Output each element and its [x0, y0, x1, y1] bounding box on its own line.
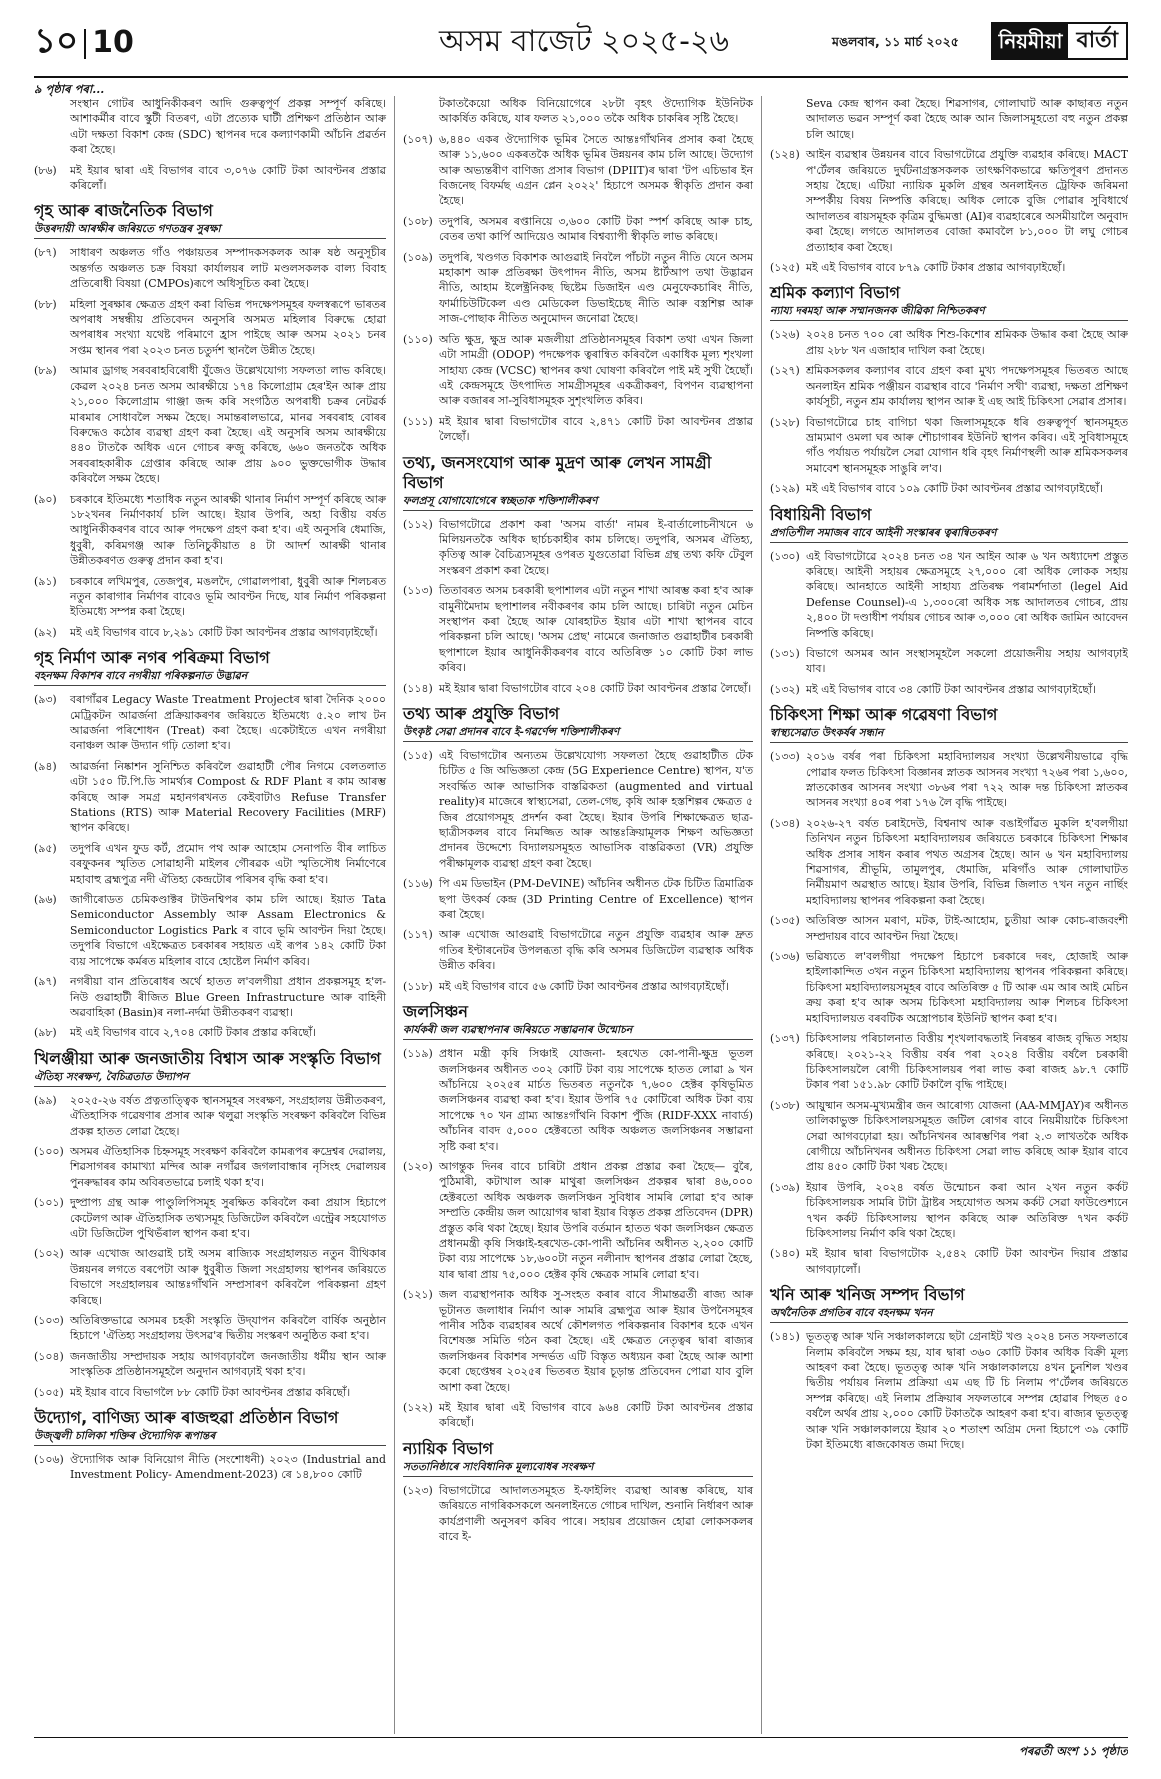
list-item: (১২৪) আইন ব্যৱস্থাৰ উন্নয়নৰ বাবে বিভাগটোৱে প্ৰযুক্তি ব্যৱহাৰ কৰিছে। MACT প'ৰ্টেলৰ জৰিয়তে দুৰ্ঘটনাগ্ৰস্তসকলক তাৎক্ষণিকভাৱে ক্ষতিপূৰণ প্ৰদানত সহায় হৈছে। এটিয়া ন্যায়িক মুকলি গ্ৰন্থৰ অনলাইনত ট্ৰেফিক জৰিমনা সম্পৰ্কীয় বিষয় নিষ্পত্তি কৰিছে। অধিক লোকে বুজি পোৱাৰ সুবিধাৰ্থে আদালতৰ ৰায়সমূহক কৃত্ৰিম বুদ্ধিমত্তা (AI)ৰ ব্যৱহাৰেৰে অসমীয়ালৈ অনুবাদ কৰা হৈছে। লগতে আদালতৰ বোজা কমাবলৈ ৮১,০০০ টা লঘু গোচৰ প্ৰত্যাহাৰ কৰা হৈছে।: [770, 148, 1128, 254]
list-item: (১০৭) ৬,৪৪০ একৰ ঔদ্যোগিক ভূমিৰ সৈতে আন্তঃগাঁথনিৰ প্ৰসাৰ কৰা হৈছে আৰু ১১,৬০০ একৰতকৈ অধিক ভূমিৰ উন্নয়নৰ কাম চলি আছে। উদ্যোগ আৰু অভ্যন্তৰীণ বাণিজ্য প্ৰসাৰ বিভাগ (DPIIT)ৰ দ্বাৰা 'টপ এচিভাৰ ইন বিজনেছ বিফৰ্মছ এগ্ৰন প্লেন ২০২২' হিচাপে অসমক স্বীকৃতি প্ৰদান কৰা হৈছে।: [403, 132, 753, 208]
list-item: (৮৯) আমাৰ ড্ৰাগছ সৰবৰাহবিৰোধী যুঁজেও উল্লেখযোগ্য সফলতা লাভ কৰিছে। কেৱল ২০২৪ চনত অসম আৰক্ষীয়ে ১৭৪ কিলোগ্ৰাম হেৰ'ইন আৰু প্ৰায় ২১,০০০ কিলোগ্ৰাম গাঞ্জা জব্দ কৰি সংগঠিত অপৰাধী চক্ৰৰ নেটৱৰ্ক মাৰমাৰ সোধাবলৈ সক্ষম হৈছে। সমান্তৰালভাৱে, মানৱ সৰবৰাহ বোৰৰ বিৰুদ্ধেও কঠোৰ ব্যৱস্থা গ্ৰহণ কৰা হৈছে। এই অনুসৰি অসম আৰক্ষীয়ে ৪৪০ টাতকৈ অধিক এনে গোচৰ ৰুজু কৰিছে, ৬৬০ জনতকৈ অধিক সৰবৰাহকাৰীক গ্ৰেপ্তাৰ কৰিছে আৰু প্ৰায় ৯০০ ভুক্তভোগীক উদ্ধাৰ কৰিবলৈ সক্ষম হৈছে।: [34, 364, 386, 486]
list-item: (১০৩) অতিৰিক্তভাৱে অসমৰ চহকী সংস্কৃতি উদ্‌যাপন কৰিবলৈ বাৰ্ষিক অনুষ্ঠান হিচাপে 'ঐতিহ্য সংগ্ৰহালয় উৎসৱ'ৰ দ্বিতীয় সংস্কৰণ অনুষ্ঠিত কৰা হ'ব।: [34, 1314, 386, 1343]
list-item: (১৩৮) আয়ুষ্মান অসম-মুখ্যমন্ত্ৰীৰ জন আৰোগ্য যোজনা (AA-MMJAY)ৰ অধীনত তালিকাভুক্ত চিকিৎসালয়সমূহত জটিল ৰোগৰ বাবে নিয়মীয়াকৈ চিকিৎসা সেৱা আগবঢ়োৱা হয়। আঁচনিখনৰ আৰম্ভণিৰ পৰা ২.৩ লাখতকৈ অধিক ৰোগীয়ে আঁচনিখনৰ অধীনত চিকিৎসা সেৱা লাভ কৰিছে আৰু ইয়াৰ বাবে প্ৰায় ৪৫০ কোটি টকা খৰচ হৈছে।: [770, 1098, 1128, 1174]
list-item: (৯০) চৰকাৰে ইতিমধ্যে শতাধিক নতুন আৰক্ষী থানাৰ নিৰ্মাণ সম্পূৰ্ণ কৰিছে আৰু ১৮২খনৰ নিৰ্মাণকাৰ্য চলি আছে। ইয়াৰ উপৰি, অহা বিত্তীয় বৰ্ষত আধুনিকীকৰণৰ বাবে আৰু পদক্ষেপ গ্ৰহণ কৰা হ'ব। এই অনুসৰি ধেমাজি, ধুবুৰী, কৰিমগঞ্জ আৰু তিনিচুকীয়াত ৪ টা আদৰ্শ আৰক্ষী থানাৰ উন্নীতকৰণত গুৰুত্ব প্ৰদান কৰা হ'ব।: [34, 492, 386, 568]
list-item: (১৩৭) চিকিৎসালয় পৰিচালনাত বিত্তীয় শৃংখলাবদ্ধতাই নিৰন্তৰ ৰাজহ বৃদ্ধিত সহায় কৰিছে। ২০২১-২২ বিত্তীয় বৰ্ষৰ পৰা ২০২৪ বিত্তীয় বৰ্ষলৈ চৰকাৰী চিকিৎসালয়লৈ ৰোগী চিকিৎসালয়ৰ পৰা লাভ কৰা ৰাজহ ৯৮.৭ কোটি টকাৰ পৰা ১৫১.৯৮ কোটি টকালৈ বৃদ্ধি পাইছে।: [770, 1032, 1128, 1092]
list-item: (১৪০) মই ইয়াৰ দ্বাৰা বিভাগটোক ২,৫৪২ কোটি টকা আবণ্টন দিয়াৰ প্ৰস্তাৱ আগবঢ়ালোঁ।: [770, 1247, 1128, 1276]
paragraph: সংস্থান গোটৰ আধুনিকীকৰণ আদি গুৰুত্বপূৰ্ণ প্ৰকল্প সম্পূৰ্ণ কৰিছে। আশাকৰ্মীৰ বাবে স্কুটী বিতৰণ, এটা প্ৰত্যেক ঘাটী প্ৰশিক্ষণ প্ৰতিষ্ঠান আৰু এটা দক্ষতা বিকাশ কেন্দ্ৰ (SDC) স্থাপনৰ দৰে কল্যাণকামী আঁচনি প্ৰৱৰ্তন কৰা হৈছে।: [70, 97, 386, 157]
list-item: (১২৫) মই এই বিভাগৰ বাবে ৮৭৯ কোটি টকাৰ প্ৰস্তাৱ আগবঢ়াইছোঁ।: [770, 261, 1066, 275]
paragraph: Seva কেন্দ্ৰ স্থাপন কৰা হৈছে। শিৱসাগৰ, গোলাঘাট আৰু কাছাৰত নতুন আদালত ভৱন সম্পূৰ্ণ কৰা হৈছে আৰু আন জিলাসমূহতো বহু নতুন প্ৰকল্প চলি আছে।: [806, 97, 1128, 141]
paragraph: টকাতকৈয়ো অধিক বিনিয়োগেৰে ২৮টা বৃহৎ ঔদ্যোগিক ইউনিটক আকৰ্ষিত কৰিছে, যাৰ ফলত ২১,০০০ তকৈ অধিক চাকৰিৰ সৃষ্টি হৈছে।: [439, 97, 753, 126]
section-subheading: অৰ্থনৈতিক প্ৰগতিৰ বাবে বহনক্ষম খনন: [770, 1306, 1128, 1323]
list-item: (১১৩) তিতাবৰত অসম চৰকাৰী ছপাশালৰ এটা নতুন শাখা আৰম্ভ কৰা হ'ব আৰু বামুনীমৈদাম ছপাশালৰ নবীকৰণৰ কাম চলি আছে। চাৰিটা নতুন মেচিন সংস্থাপন কৰা হৈছে আৰু যোৰহাটত ইয়াৰ এটা শাখা স্থাপনৰ বাবে পৰিকল্পনা চলি আছে। 'অসম প্ৰেছ' নামেৰে জনাজাত গুৱাহাটীৰ চৰকাৰী ছপাশালে ইয়াৰ আধুনিকীকৰণৰ বাবে অতিৰিক্ত ১০ কোটি টকা লাভ কৰিব।: [403, 584, 753, 675]
list-item: (১২৬) ২০২৪ চনত ৭০০ ৰো অধিক শিশু-কিশোৰ শ্ৰমিকক উদ্ধাৰ কৰা হৈছে আৰু প্ৰায় ২৮৮ খন এজাহাৰ দাখিল কৰা হৈছে।: [770, 328, 1128, 357]
list-item: (১১৭) আৰু এখোজ আগুৱাই বিভাগটোৱে নতুন প্ৰযুক্তি ব্যৱহাৰ আৰু দ্ৰুত গতিৰ ইণ্টাৰনেটৰ উপলব্ধতা বৃদ্ধি কৰি অসমৰ ডিজিটেল ব্যৱস্থাক অধিক উন্নীত কৰিব।: [403, 928, 753, 973]
list-item: (১৩৩) ২০১৬ বৰ্ষৰ পৰা চিকিৎসা মহাবিদ্যালয়ৰ সংখ্যা উল্লেখনীয়ভাৱে বৃদ্ধি পোৱাৰ ফলত চিকিৎসা বিজ্ঞানৰ স্নাতক আসনৰ সংখ্যা ৭২৬ৰ পৰা ১,৬০০, স্নাতকোত্তৰ আসনৰ সংখ্যা ৩৮৬ৰ পৰা ৭২২ আৰু দন্ত চিকিৎসা স্নাতকৰ আসনৰ সংখ্যা ৪০ৰ পৰা ১৭৬ লৈ বৃদ্ধি পাইছে।: [770, 750, 1128, 810]
section-heading: গৃহ আৰু ৰাজনৈতিক বিভাগ: [34, 201, 213, 221]
continued-from-label: ৯ পৃষ্ঠাৰ পৰা...: [34, 82, 105, 96]
section-subheading: উৎকৃষ্ট সেৱা প্ৰদানৰ বাবে ই-গৱৰ্ণেন্স শক্তিশালীকৰণ: [403, 725, 753, 742]
section-subheading: ঐতিহ্য সংৰক্ষণ, বৈচিত্ৰতাত উদ্যাপন: [34, 1070, 386, 1087]
masthead: [34, 18, 1128, 78]
list-item: (৮৮) মহিলা সুৰক্ষাৰ ক্ষেত্ৰত গ্ৰহণ কৰা বিভিন্ন পদক্ষেপসমূহৰ ফলস্বৰূপে ভাৰতৰ অপৰাধ সম্বন্ধীয় প্ৰতিবেদন অনুসৰি অসমত মহিলাৰ বিৰুদ্ধে হোৱা অপৰাধৰ সংখ্যা যথেষ্ট পৰিমাণে হ্ৰাস পাইছে আৰু অসম ২০২১ চনৰ সপ্তম স্থানৰ পৰা ২০২৩ চনত চতুৰ্দশ স্থানলৈ উন্নীত হৈছে।: [34, 297, 386, 357]
list-item: (১০৯) তদুপৰি, খণ্ডগত বিকাশক আগুৱাই নিবলৈ পাঁচটা নতুন নীতি যেনে অসম মহাকাশ আৰু প্ৰতিৰক্ষা উৎপাদন নীতি, অসম ষ্টাৰ্টআপ তথা উদ্ভাৱন নীতি, আহাম ইলেক্ট্ৰনিকছ ছিষ্টেম ডিজাইন এণ্ড মেনুফেকচাৰিং নীতি, ফাৰ্মাচিউটিকেল এণ্ড মেডিকেল ডিভাইচেছ নীতি আৰু বস্ত্ৰশিল্প আৰু সাজ-পোছাক নীতিত অনুমোদন জনোৱা হৈছে।: [403, 250, 753, 326]
list-item: (৮৬) মই ইয়াৰ দ্বাৰা এই বিভাগৰ বাবে ৩,০৭৬ কোটি টকা আবণ্টনৰ প্ৰস্তাৱ কৰিলোঁ।: [34, 163, 386, 193]
section-heading: উদ্যোগ, বাণিজ্য আৰু ৰাজহুৱা প্ৰতিষ্ঠান বিভাগ: [34, 1408, 339, 1428]
newspaper-logo: নিয়মীয়া বাৰ্তা: [991, 22, 1128, 60]
section-heading: খনি আৰু খনিজ সম্পদ বিভাগ: [770, 1285, 965, 1305]
list-item: (১২৯) মই এই বিভাগৰ বাবে ১০৯ কোটি টকা আবণ্টনৰ প্ৰস্তাৱ আগবঢ়াইছোঁ।: [770, 482, 1103, 496]
newspaper-page: [34, 18, 1128, 1762]
list-item: (১০৬) ঔদ্যোগিক আৰু বিনিয়োগ নীতি (সংশোধনী) ২০২৩ (Industrial and Investment Policy- Amendment-2023) ৰে ১৪,৮০০ কোটি: [34, 1453, 386, 1482]
list-item: (১১৫) এই বিভাগটোৰ অন্যতম উল্লেখযোগ্য সফলতা হৈছে গুৱাহাটীত টেক চিটিত ৫ জি অভিজ্ঞতা কেন্দ্ৰ (5G Experience Centre) স্থাপন, য'ত সংবৰ্দ্ধিত আৰু আভাসিক বাস্তৱিকতা (augmented and virtual reality)ৰ মাজেৰে স্বাস্থ্যসেৱা, তেল-গেছ, কৃষি আৰু হস্তশিল্পৰ ক্ষেত্ৰত ৫ জিৰ প্ৰয়োগসমূহ প্ৰদৰ্শন কৰা হৈছে। ইয়াৰ উপৰি শিক্ষাক্ষেত্ৰত ছাত্ৰ-ছাত্ৰীসকলৰ বাবে নিমজ্জিত আৰু আন্তঃক্ৰিয়ামূলক শিক্ষণ অভিজ্ঞতা প্ৰদানৰ উদ্দেশ্যে বিদ্যালয়সমূহত আভাসিক বাস্তৱিকতা (VR) প্ৰযুক্তি পৰীক্ষামূলক ব্যৱস্থা গ্ৰহণ কৰা হৈছে।: [403, 749, 753, 870]
list-item: (১৩১) বিভাগে অসমৰ আন সংস্থাসমূহলৈ সকলো প্ৰয়োজনীয় সহায় আগবঢ়াই যাব।: [770, 646, 1128, 676]
list-item: (১০২) আৰু এখোজ আগুৱাই চাই অসম ৰাজ্যিক সংগ্ৰহালয়ত নতুন বীথিকাৰ উন্নয়নৰ লগতে বৰপেটা আৰু ধুবুৰীত জিলা সংগ্ৰহালয় স্থাপনৰ জৰিয়তে বিভাগে সংগ্ৰহালয়ৰ আন্তঃগাঁথনি সম্প্ৰসাৰণ কৰিবলৈ পৰিকল্পনা গ্ৰহণ কৰিছে।: [34, 1247, 386, 1307]
column-2: [394, 96, 762, 1734]
list-item: (১২০) আগন্তুক দিনৰ বাবে চাৰিটা প্ৰধান প্ৰকল্প প্ৰস্তাৱ কৰা হৈছে— বুৰৈ, পুঠিমাৰী, কটাখাল আৰু মাথুৰা জলসিঞ্চন প্ৰকল্পৰ দ্বাৰা ৪৬,০০০ হেক্টৰতো অধিক অঞ্চলক জলসিঞ্চন সুবিধাৰ সামৰি লোৱা হ'ব আৰু সম্প্ৰতি কেন্দ্ৰীয় জল আয়োগৰ দ্বাৰা ইয়াৰ বিস্তৃত প্ৰকল্প প্ৰতিবেদন (DPR) প্ৰস্তুত কৰি থকা হৈছে। ইয়াৰ উপৰি বৰ্তমান হাতত থকা জলসিঞ্চন ক্ষেত্ৰত প্ৰধানমন্ত্ৰী কৃষি সিঞ্চাই-হৰখেত-কো-পানী আঁচনিৰ অধীনত ২,২০০ কোটি টকা ব্যয় সাপেক্ষে ১৮,৬০০টা নতুন নলীনাদ স্থাপনৰ প্ৰস্তাৱ লোৱা হৈছে, যাৰ দ্বাৰা প্ৰায় ৭৫,০০০ হেক্টৰ কৃষি ক্ষেত্ৰক সামৰি লোৱা হ'ব।: [403, 1159, 753, 1281]
section-heading: জলসিঞ্চন: [403, 1002, 468, 1022]
list-item: (৯৬) জাগীৰোডত চেমিকণ্ডাক্টৰ টাউনশ্বিপৰ কাম চলি আছে। ইয়াত Tata Semiconductor Assembly আৰু Assam Electronics & Semiconductor Logistics Park ৰ বাবে ভূমি আবণ্টন দিয়া হৈছে। তদুপৰি বিভাগে এইক্ষেত্ৰত চৰকাৰৰ সহায়ত এই ৰূপৰ ১৪২ কোটি টকা ব্যয় সাপেক্ষে কৰ্মৰত মহিলাৰ বাবে হোষ্টেল নিৰ্মাণ কৰিব।: [34, 893, 386, 968]
issue-date: মঙলবাৰ, ১১ মাৰ্চ ২০২৫: [832, 34, 959, 49]
section-subheading: কাৰ্যকৰী জল ব্যৱস্থাপনাৰ জৰিয়তে সম্ভাৱনাৰ উন্মোচন: [403, 1023, 753, 1040]
list-item: (৯২) মই এই বিভাগৰ বাবে ৮,২৯১ কোটি টকা আবণ্টনৰ প্ৰস্তাৱ আগবঢ়াইছোঁ।: [34, 625, 378, 639]
list-item: (১১৪) মই ইয়াৰ দ্বাৰা বিভাগটোৰ বাবে ২০৪ কোটি টকা আবণ্টনৰ প্ৰস্তাৱ লৈছোঁ।: [403, 681, 752, 695]
section-subheading: ন্যায্য দৰমহা আৰু সম্মানজনক জীৱিকা নিশ্চিতকৰণ: [770, 304, 1128, 321]
list-item: (১৪১) ভূতত্ত্ব আৰু খনি সঞ্চালকালয়ে ছটা গ্ৰেনাইট খণ্ড ২০২৪ চনত সফলতাৰে নিলাম কৰিবলৈ সক্ষম হয়, যাৰ দ্বাৰা ৩৬০ কোটি টকাৰ অধিক বিক্ৰী মূল্য আহৰণ কৰা হৈছে। ভূতত্ত্ব আৰু খনি সঞ্চালকালয়ে ৪খন চুনশিল খণ্ডৰ দ্বিতীয় পৰ্যায়ৰ নিলাম প্ৰক্ৰিয়া এম এছ টি চি নিলাম প'ৰ্টেলৰ জৰিয়তে সম্পন্ন কৰিছে। এই নিলাম প্ৰক্ৰিয়াৰ সফলতাৰে সম্পন্ন হোৱাৰ পিছত ৫০ বৰ্ষলৈ অৰ্থৰ প্ৰায় ২,০০০ কোটি টকাতকৈ আহৰণ কৰা হ'ব। ৰাজ্যৰ ভূতত্ত্ব আৰু খনি সঞ্চালকালয়ে ইয়াৰ ২০ শতাংশ অগ্ৰিম দেনা হিচাপে ৩৯ কোটি টকা ইতিমধ্যে ৰাজকোষত জমা দিছে।: [770, 1330, 1128, 1452]
list-item: (৮৭) সাধাৰণ অঞ্চলত গাঁও পঞ্চায়তৰ সম্পাদকসকলক আৰু ষষ্ঠ অনুসূচীৰ অন্তৰ্গত অঞ্চলত চক্ৰ বিষয়া কাৰ্যালয়ৰ লাট মণ্ডলসকলক বাল্য বিবাহ প্ৰতিৰোধী বিষয়া (CMPOs)ৰূপে অধিসূচিত কৰা হৈছে।: [34, 246, 386, 291]
section-subheading: উত্তৰদায়ী আৰক্ষীৰ জৰিয়তে গণতন্ত্ৰৰ সুৰক্ষা: [34, 222, 386, 239]
list-item: (১২৭) শ্ৰমিকসকলৰ কল্যাণৰ বাবে গ্ৰহণ কৰা মুখ্য পদক্ষেপসমূহৰ ভিতৰত আছে অনলাইন শ্ৰমিক পঞ্জীয়ন ব্যৱস্থাৰ বাবে 'নিৰ্মাণ সখী' ব্যৱস্থা, দক্ষতা প্ৰশিক্ষণ কাৰ্যসূচী, নতুন শ্ৰম কাৰ্যালয় স্থাপন আৰু ই এছ আই চিকিৎসা সেৱাৰ প্ৰসাৰ।: [770, 364, 1128, 409]
section-heading: শ্ৰমিক কল্যাণ বিভাগ: [770, 283, 901, 303]
list-item: (১৩০) এই বিভাগটোৱে ২০২৪ চনত ৩৪ খন আইন আৰু ৬ খন অধ্যাদেশ প্ৰস্তুত কৰিছে। আইনী সহায়ৰ ক্ষেত্ৰসমূহে ২৭,০০০ ৰো অধিক লোকক সহায় কৰিছে। আনহাতে আইনী সাহায্য প্ৰতিৰক্ষ পৰামৰ্শদাতা (legel Aid Defense Counsel)-এ ১,৩০০ৰো অধিক সঙ্ক আদালতৰ গোচৰ, প্ৰায় ২,৪০০ টা দণ্ডাধীশ পৰ্যায়ৰ গোচৰ আৰু ৩,০০০ ৰো অধিক জামিন আবেদন নিষ্পত্তি কৰিছে।: [770, 549, 1128, 640]
list-item: (১১৮) মই এই বিভাগৰ বাবে ৫৬ কোটি টকা আবণ্টনৰ প্ৰস্তাৱ আগবঢ়াইছোঁ।: [403, 979, 729, 993]
list-item: (১২২) মই ইয়াৰ দ্বাৰা এই বিভাগৰ বাবে ৯৬৪ কোটি টকা আবণ্টনৰ প্ৰস্তাৱ কৰিছোঁ।: [403, 1401, 753, 1430]
list-item: (৯৩) বৰাগাঁৱৰ Legacy Waste Treatment Projectৰ দ্বাৰা দৈনিক ২০০০ মেট্ৰিকটন আৱৰ্জনা প্ৰক্ৰিয়াকৰণৰ জৰিয়তে ইতিমধ্যে ৫.২০ লাখ টন আৱৰ্জনা পৰিশোধন (Treat) কৰা হৈছে। একেটাইতে এখন নগৰীয়া বনাঞ্চল আৰু উদ্যান গঢ়ি তোলা হ'ব।: [34, 693, 386, 753]
page-number-divider: [84, 29, 86, 59]
section-subheading: প্ৰগতিশীল সমাজৰ বাবে আইনী সংস্কাৰৰ ত্বৰান্বিতকৰণ: [770, 526, 1128, 543]
list-item: (১০৫) মই ইয়াৰ বাবে বিভাগলৈ ৮৮ কোটি টকা আবণ্টনৰ প্ৰস্তাৱ কৰিছোঁ।: [34, 1385, 351, 1399]
list-item: (১৩৪) ২০২৬-২৭ বৰ্ষত চৰাইদেউ, বিশ্বনাথ আৰু বঙাইগাঁৱত মুকলি হ'বলগীয়া তিনিখন নতুন চিকিৎসা মহাবিদ্যালয়ৰ জৰিয়তে চৰকাৰে চিকিৎসা শিক্ষাৰ অধিক প্ৰসাৰ সাধন কৰাৰ পথত অগ্ৰসৰ হৈছে। আন ৬ খন মহাবিদ্যালয় শিৱসাগৰ, শ্ৰীভূমি, তামুলপুৰ, ধেমাজি, মৰিগাঁও আৰু গোলাঘাটত নিৰ্মীয়মাণ অৱস্থাত আছে। ইয়াৰ উপৰি, বিভিন্ন জিলাত ৭খন নতুন নাৰ্ছিং মহাবিদ্যালয় স্থাপনৰ পৰিকল্পনা কৰা হৈছে।: [770, 816, 1128, 907]
page-title: অসম বাজেট ২০২৫-২৬: [439, 24, 729, 59]
list-item: (১৩৬) ভৱিষ্যতে ল'বলগীয়া পদক্ষেপ হিচাপে চৰকাৰে দৰং, হোজাই আৰু হাইলাকান্দিত ৩খন নতুন চিকিৎসা মহাবিদ্যালয় স্থাপনৰ পৰিকল্পনা কৰিছে। চিকিৎসা মহাবিদ্যালয়সমূহৰ বাবে অতিৰিক্ত ৫ টি আৰু এম আৰ আই মেচিন ক্ৰয় কৰা হ'ব আৰু অসম চিকিৎসা মহাবিদ্যালয় আৰু শিলচৰ চিকিৎসা মহাবিদ্যালয়ত বৰবটিক অস্ত্ৰোপচাৰ ইউনিট স্থাপন কৰা হ'ব।: [770, 950, 1128, 1025]
section-heading: তথ্য, জনসংযোগ আৰু মুদ্ৰণ আৰু লেখন সামগ্ৰী বিভাগ: [403, 452, 712, 492]
list-item: (১৩৫) অতিৰিক্ত আসন মৰাণ, মটক, টাই-আহোম, চুতীয়া আৰু কোচ-ৰাজবংশী সম্প্ৰদায়ৰ বাবে আবণ্টন দিয়া হৈছে।: [770, 914, 1128, 943]
article-columns: [34, 96, 1128, 1734]
section-heading: চিকিৎসা শিক্ষা আৰু গৱেষণা বিভাগ: [770, 705, 998, 725]
list-item: (৯৫) তদুপৰি এখন ফুড কৰ্ট, প্ৰমোদ পথ আৰু আহোম সেনাপতি বীৰ লাচিত বৰফুকনৰ স্মৃতিত সোৱাহানী মাইলৰ গৌৰৱক এটা স্মৃতিসৌধ নিৰ্মাণেৰে মহাবাহু ব্ৰহ্মপুত্ৰ নদী ঐতিহ্য কেন্দ্ৰটোৰ পৰিসৰ বৃদ্ধি কৰা হ'ব।: [34, 841, 386, 886]
continued-on-label: পৰৱৰ্তী অংশ ১১ পৃষ্ঠাত: [1019, 1744, 1128, 1758]
section-heading: খিলঞ্জীয়া আৰু জনজাতীয় বিশ্বাস আৰু সংস্কৃতি বিভাগ: [34, 1048, 381, 1068]
list-item: (১০০) অসমৰ ঐতিহাসিক চিহ্নসমূহ সংৰক্ষণ কৰিবলৈ কামৰূপৰ ৰুদ্ৰেশ্বৰ দেৱালয়, শিৱসাগৰৰ কামাখ্যা মন্দিৰ আৰু নগাঁৱৰ জগলাবান্ধাৰ নৃসিংহ দেৱালয়ৰ পুনৰুদ্ধাৰৰ কাম অবিৰতভাৱে চলাই থকা হ'ব।: [34, 1144, 386, 1189]
list-item: (১০১) দুষ্প্ৰাপ্য গ্ৰন্থ আৰু পাণ্ডুলিপিসমূহ সুৰক্ষিত কৰিবলৈ কৰা প্ৰয়াস হিচাপে কেটেলগ আৰু ঐতিহাসিক তথ্যসমূহ ডিজিটেল কৰিবলৈ এন্ট্ৰেৰ সহযোগত এটা ডিজিটেল পুথিভঁৰাল স্থাপন কৰা হ'ব।: [34, 1196, 386, 1240]
list-item: (৯৯) ২০২৫-২৬ বৰ্ষত প্ৰত্নতাত্ত্বিক স্থানসমূহৰ সংৰক্ষণ, সংগ্ৰহালয় উন্নীতকৰণ, ঐতিহাসিক গৱেষণাৰ প্ৰসাৰ আৰু থলুৱা সংস্কৃতি সংৰক্ষণ কৰিবলৈ বিভিন্ন প্ৰকল্প হাতত লোৱা হৈছে।: [34, 1093, 386, 1138]
list-item: (১৩৯) ইয়াৰ উপৰি, ২০২৪ বৰ্ষত উন্মোচন কৰা আন ২খন নতুন কৰ্কট চিকিৎসালয়ক সামৰি টাটা ট্ৰাষ্টৰ সহযোগত অসম কৰ্কট সেৱা ফাউণ্ডেশ্যনে ৭খন কৰ্কট চিকিৎসালয় স্থাপন কৰিছে আৰু অতিৰিক্ত ৭খন কৰ্কট চিকিৎসালয় নিৰ্মাণ কৰি থকা হৈছে।: [770, 1180, 1128, 1240]
section-subheading: ফলপ্ৰসূ যোগাযোগেৰে স্বচ্ছতাক শক্তিশালীকৰণ: [403, 494, 753, 511]
list-item: (৯৭) নগৰীয়া বান প্ৰতিৰোধৰ অৰ্থে হাতত ল'বলগীয়া প্ৰধান প্ৰকল্পসমূহ হ'ল- নিউ গুৱাহাটী ৰীজিত Blue Green Infrastructure আৰু বাহিনী অৱবাহিকা (Basin)ৰ নলা-নৰ্দমা উন্নীতকৰণ ব্যৱস্থা।: [34, 975, 386, 1019]
column-3: [762, 96, 1128, 1734]
list-item: (১১২) বিভাগটোৱে প্ৰকাশ কৰা 'অসম বাৰ্তা' নামৰ ই-বাৰ্তালোচনীখনে ৬ মিলিয়নতকৈ অধিক ছাৰ্চচকাহীৰ কাম চলিছে। তদুপৰি, অসমৰ ঐতিহ্য, কৃতিত্ব আৰু বৈচিত্ৰ্যসমূহৰ ওপৰত যুগুতোৱা বিভিন্ন গ্ৰন্থ তথ্য কফি টেবুল সংস্কৰণ প্ৰকাশ কৰা হৈছে।: [403, 517, 753, 577]
list-item: (১০৪) জনজাতীয় সম্প্ৰদায়ক সহায় আগবঢ়াবলৈ জনজাতীয় ধৰ্মীয় স্থান আৰু সাংস্কৃতিক প্ৰতিষ্ঠানসমূহলৈ অনুদান আগবঢ়াই থকা হ'ব।: [34, 1349, 386, 1379]
section-heading: বিধায়িনী বিভাগ: [770, 504, 872, 524]
list-item: (৯১) চৰকাৰে লখিমপুৰ, তেজপুৰ, মঙলদৈ, গোৱালপাৰা, ধুবুৰী আৰু শিলচৰত নতুন কাৰাগাৰ নিৰ্মাণৰ বাবেও ভূমি আবণ্টন দিছে, যাৰ নিৰ্মাণ পৰিকল্পনা ইতিমধ্যে সম্পন্ন কৰা হৈছে।: [34, 574, 386, 619]
list-item: (১১১) মই ইয়াৰ দ্বাৰা বিভাগটোৰ বাবে ২,৪৭১ কোটি টকা আবণ্টনৰ প্ৰস্তাৱ লৈছোঁ।: [403, 414, 753, 444]
list-item: (১০৮) তদুপৰি, অসমৰ ৰপ্তানিয়ে ৩,৬০০ কোটি টকা স্পৰ্শ কৰিছে আৰু চাহ, বেতৰ তথা কাৰ্পি আদিয়েও আমাৰ বিশ্বব্যাপী স্বীকৃতি লাভ কৰিছে।: [403, 214, 753, 244]
page-footer: [34, 1737, 1128, 1762]
section-subheading: স্বাস্থ্যসেৱাত উৎকৰ্ষৰ সন্ধান: [770, 726, 1128, 743]
section-subheading: বহনক্ষম বিকাশৰ বাবে নগৰীয়া পৰিকল্পনাত উদ্ভাৱন: [34, 669, 386, 686]
list-item: (১২১) জল ব্যৱস্থাপনাক অধিক সু-সংহত কৰাৰ বাবে সীমান্তৱৰ্তী ৰাজ্য আৰু ভূটানত জলাধাৰ নিৰ্মাণ আৰু সামৰি ব্ৰহ্মপুত্ৰ আৰু ইয়াৰ উপনৈসমূহৰ পানীৰ সঠিক ব্যৱহাৰৰ অৰ্থে কৌশলগত পৰিকল্পনাৰ বিকাশৰ হকে এখন বিশেষজ্ঞ সমিতি গঠন কৰা হৈছে। এই ক্ষেত্ৰত নেতৃত্বৰ দ্বাৰা ৰাজ্যৰ জলসিঞ্চনৰ বিকাশৰ সন্দৰ্ভত এটি বিস্তৃত অধ্যয়ন কৰা হৈছে আৰু আশা কৰো ছেপ্তেম্বৰ ২০২৫ৰ ভিতৰত ইয়াৰ চূড়ান্ত প্ৰতিবেদন পোৱা যাব বুলি আশা কৰা হৈছে।: [403, 1288, 753, 1394]
page-number: ১০ 10: [34, 21, 134, 61]
list-item: (১১৯) প্ৰধান মন্ত্ৰী কৃষি সিঞ্চাই যোজনা- হৰখেত কো-পানী-ক্ষুদ্ৰ ভূতল জলসিঞ্চনৰ অধীনত ৩০২ কোটি টকা ব্যয় সাপেক্ষে হাতত লোৱা ৯ খন আঁচনিয়ে ২০২৫ৰ মাৰ্চত ভিতৰত নতুনকৈ ৭,৬০০ হেক্টৰ কৃষিভূমিত জলসিঞ্চনৰ ব্যৱস্থা কৰা হ'ব। ইয়াৰ উপৰি ৭৫ কোটিৰো অধিক টকা ব্যয় সাপেক্ষে ৭০ খন গ্ৰাম্য আন্তঃগাঁথনি বিকাশ পুঁজি (RIDF-XXX নাবাৰ্ড) আঁচনিৰ বাবদ ৫,০০০ হেক্টৰতো অধিক অঞ্চলত জলসিঞ্চনৰ সম্ভাৱনা সৃষ্টি কৰা হ'ব।: [403, 1047, 753, 1153]
section-subheading: সততানিষ্ঠাৰে সাংবিধানিক মূল্যবোধৰ সংৰক্ষণ: [403, 1460, 753, 1477]
list-item: (১২৮) বিভাগটোৱে চাহ বাগিচা থকা জিলাসমূহকে ধৰি গুৰুত্বপূৰ্ণ স্থানসমূহত ভ্ৰাম্যমাণ ওমলা ঘৰ আৰু শৌচাগাৰৰ ইউনিট স্থাপন কৰিব। এই সুবিধাসমূহে গাঁও পৰ্যায়ত পৰ্যায়লৈ সেৱা যোগান ধৰি বৃহৎ নিৰ্মাণস্থলী আৰু শ্ৰমিকসকলৰ সমাবেশ স্থানসমূহক সাঙুৰি ল'ব।: [770, 415, 1128, 475]
list-item: (১২৩) বিভাগটোৱে আদালতসমূহত ই-ফাইলিং ব্যৱস্থা আৰম্ভ কৰিছে, যাৰ জৰিয়তে নাগৰিকসকলে অনলাইনতে গোচৰ দাখিল, শুনানি নিৰ্ধাৰণ আৰু কাৰ্যপ্ৰণালী অনুসৰণ কৰিব পাৰে। সহায়ৰ প্ৰয়োজন হোৱা লোকসকলৰ বাবে ই-: [403, 1483, 753, 1544]
list-item: (৯৮) মই এই বিভাগৰ বাবে ২,৭০৪ কোটি টকাৰ প্ৰস্তাৱ কৰিছোঁ।: [34, 1026, 316, 1040]
list-item: (১৩২) মই এই বিভাগৰ বাবে ৩৪ কোটি টকা আবণ্টনৰ প্ৰস্তাৱ আগবঢ়াইছোঁ।: [770, 682, 1096, 696]
list-item: (৯৪) আৱৰ্জনা নিষ্কাশন সুনিশ্চিত কৰিবলৈ গুৱাহাটী পৌৰ নিগমে বেলতলাত এটা ১৫০ টি.পি.ডি সামৰ্থ্যৰ Compost & RDF Plant ৰ কাম আৰম্ভ কৰিছে আৰু সমগ্ৰ মহানগৰখনত কেইবাটাও Refuse Transfer Stations (RTS) আৰু Material Recovery Facilities (MRF) স্থাপন কৰিছে।: [34, 759, 386, 835]
list-item: (১১০) অতি ক্ষুদ্ৰ, ক্ষুদ্ৰ আৰু মজলীয়া প্ৰতিষ্ঠানসমূহৰ বিকাশ তথা এখন জিলা এটা সামগ্ৰী (ODOP) পদক্ষেপক ত্বৰান্বিত কৰিবলৈ একাধিক মূল্য শৃংখলা সাহায্য কেন্দ্ৰ (VCSC) স্থাপনৰ কথা ঘোষণা কৰিবলৈ পাই মই সুখী হৈছোঁ। এই কেন্দ্ৰসমূহে উৎপাদিত সামগ্ৰীসমূহৰ একত্ৰীকৰণ, বিপণন ব্যৱস্থাপনা আৰু বজাৰৰ সা-সুবিধাসমূহক সুশৃংখলিত কৰিব।: [403, 332, 753, 408]
section-subheading: উজ্জ্বলী চালিকা শক্তিৰ ঔদ্যোগিক ৰূপান্তৰ: [34, 1429, 386, 1446]
column-1: [34, 96, 394, 1734]
list-item: (১১৬) পি এম ডিভাইন (PM-DeVINE) আঁচনিৰ অধীনত টেক চিটিত ত্ৰিমাত্ৰিক ছপা উৎকৰ্ষ কেন্দ্ৰ (3D Printing Centre of Excellence) স্থাপন কৰা হৈছে।: [403, 877, 753, 922]
section-heading: ন্যায়িক বিভাগ: [403, 1438, 494, 1458]
section-heading: গৃহ নিৰ্মাণ আৰু নগৰ পৰিক্ৰমা বিভাগ: [34, 648, 270, 668]
section-heading: তথ্য আৰু প্ৰযুক্তি বিভাগ: [403, 704, 560, 723]
